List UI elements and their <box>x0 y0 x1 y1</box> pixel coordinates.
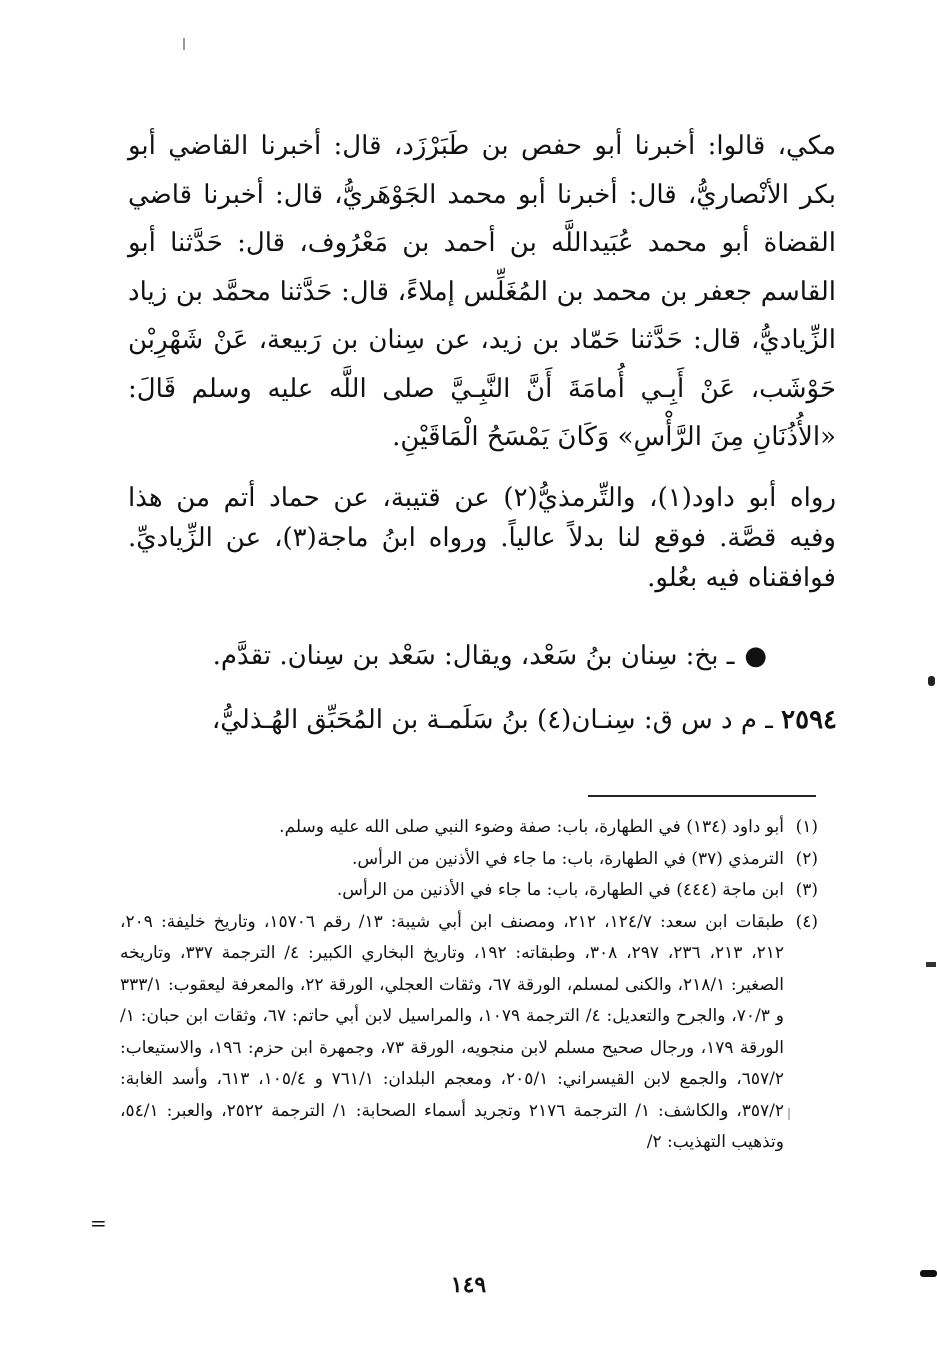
cross-reference-text: ـ بخ: سِنان بنُ سَعْد، ويقال: سَعْد بن سِنان. تقدَّم. <box>212 641 735 671</box>
bullet-icon: ● <box>744 641 767 671</box>
biography-entry-heading <box>137 700 837 740</box>
cross-reference-line <box>147 636 767 676</box>
footnote-text: ابن ماجة (٤٤٤) في الطهارة، باب: ما جاء في الأذنين من الرأس. <box>336 880 784 900</box>
footnote-number: (٣) <box>795 880 818 900</box>
entry-number: ٢٥٩٤ <box>781 705 837 735</box>
footnote-separator <box>588 795 816 797</box>
entry-heading-text: ـ م د س ق: سِنـان(٤) بنُ سَلَمـة بن المُحَبِّق الهُـذليُّ، <box>211 705 773 735</box>
hadith-chain-paragraph: مكي، قالوا: أخبرنا أبو حفص بن طَبَرْزَد، قال: أخبرنا القاضي أبو بكر الأنْصاريُّ، قال: أخبرنا أبو محمد الجَوْهَريُّ، قال: أخبرنا قاضي القضاة أبو محمد عُبَيداللَّه بن أحمد بن مَعْرُوف، قال: حَدَّثنا أبو القاسم جعفر بن محمد بن المُغَلِّس إملاءً، قال: حَدَّثنا محمَّد بن زياد الزِّياديُّ، قال: حَدَّثنا حَمّاد بن زيد، عن سِنان بن رَبيعة، عَنْ شَهْرِبْن حَوْشَب، عَنْ أَبِـي أُمامَةَ أَنَّ النَّبِـيَّ صلى اللَّه عليه وسلم قَالَ: «الأُذُنَانِ مِنَ الرَّأْسِ» وَكَانَ يَمْسَحُ الْمَاقَيْنِ. <box>128 131 836 452</box>
scan-artifact-mark <box>926 962 936 967</box>
takhrij-paragraph: رواه أبو داود(١)، والتِّرمذيُّ(٢) عن قتيبة، عن حماد أتم من هذا وفيه قصَّة. فوقع لنا بدلاً عالياً. ورواه ابنُ ماجة(٣)، عن الزِّياديِّ. فوافقناه فيه بعُلو. <box>128 483 836 593</box>
scan-artifact-dot <box>928 676 935 686</box>
footnotes-list <box>120 812 818 1159</box>
page-number: ١٤٩ <box>450 1272 487 1298</box>
scan-artifact-mark <box>183 38 185 50</box>
footnote-text: أبو داود (١٣٤) في الطهارة، باب: صفة وضوء النبي صلى الله عليه وسلم. <box>279 817 784 837</box>
footnote-number: (٤) <box>795 911 818 932</box>
footnote-item <box>120 907 818 1159</box>
continuation-mark: = <box>90 1211 107 1235</box>
footnote-number: (٢) <box>795 848 818 869</box>
footnote-item <box>120 812 818 844</box>
footnote-number: (١) <box>795 817 818 837</box>
footnote-text: طبقات ابن سعد: ١٢٤/٧، ٢١٢، ومصنف ابن أبي شيبة: ١٣/ رقم ١٥٧٠٦، وتاريخ خليفة: ٢٠٩، ٢١٢، ٢١٣، ٢٣٦، ٢٩٧، ٣٠٨، وطبقاته: ١٩٢، وتاريخ البخاري الكبير: ٤/ الترجمة ٣٣٧، وتاريخه الصغير: ٢١٨/١، والكنى لمسلم، الورقة ٦٧، وثقات العجلي، الورقة ٢٢، والمعرفة ليعقوب: ٣٣٣/١ و ٧٠/٣، والجرح والتعديل: ٤/ الترجمة ١٠٧٩، والمراسيل لابن أبي حاتم: ٦٧، وثقات ابن حبان: ١/ الورقة ١٧٩، ورجال صحيح مسلم لابن منجويه، الورقة ٧٣، وجمهرة ابن حزم: ١٩٦، والاستيعاب: ٦٥٧/٢، والجمع لابن القيسراني: ٢٠٥/١، ومعجم البلدان: ٧٦١/١ و ١٠٥/٤، ٦١٣، وأسد الغابة: ٣٥٧/٢، والكاشف: ١/ الترجمة ٢١٧٦ وتجريد أسماء الصحابة: ١/ الترجمة ٢٥٢٢، والعبر: ٥٤/١، وتذهيب التهذيب: ٢/ <box>120 911 785 1152</box>
footnote-text: الترمذي (٣٧) في الطهارة، باب: ما جاء في الأذنين من الرأس. <box>352 848 784 869</box>
footnote-item <box>120 844 818 876</box>
footnote-item <box>120 875 818 907</box>
